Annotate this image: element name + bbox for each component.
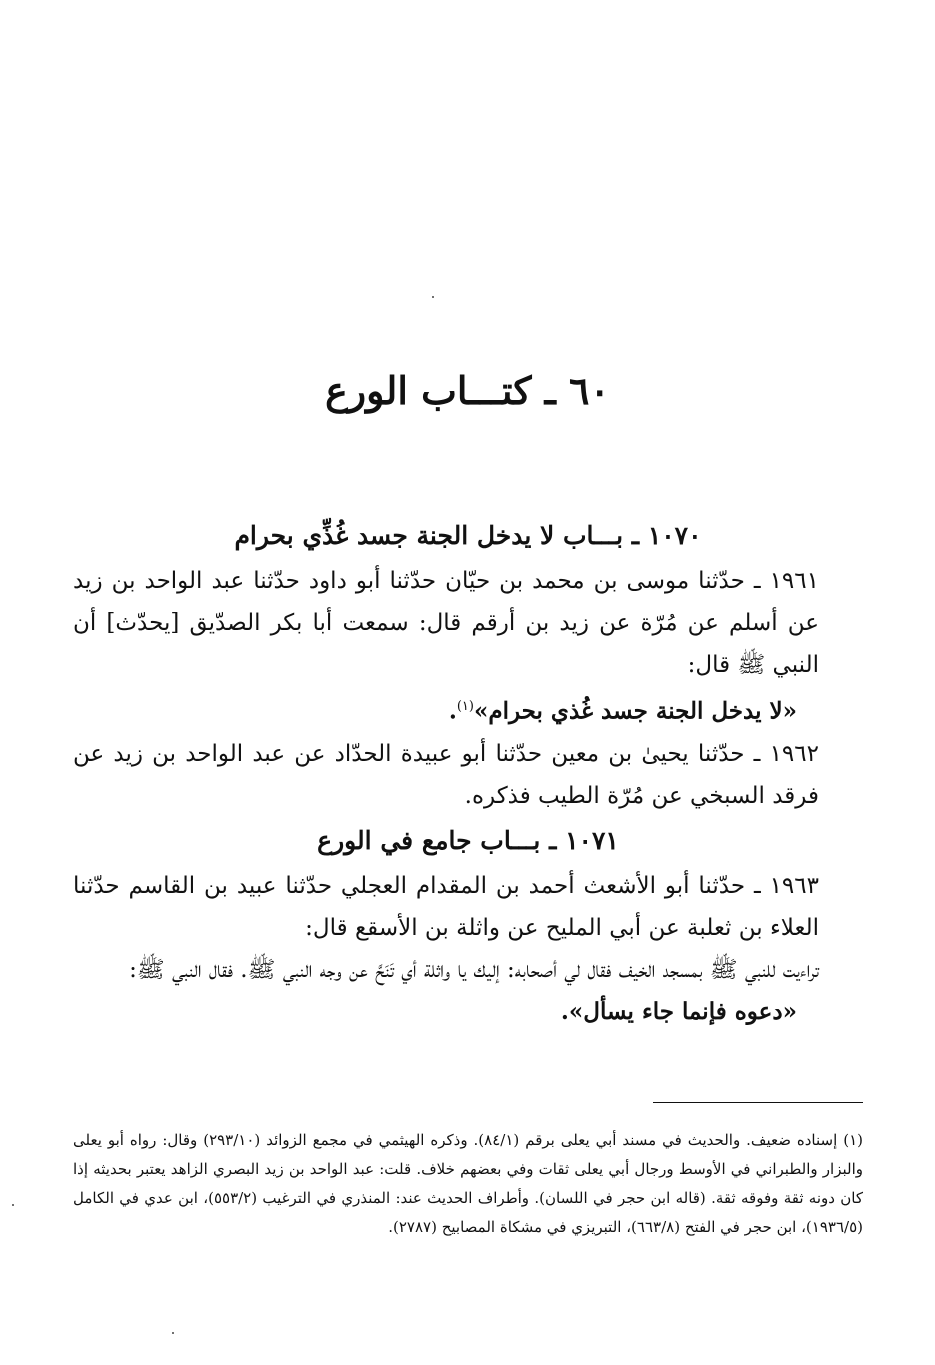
chapter-heading-1071: ١٠٧١ ـ بـــاب جامع في الورع [317, 825, 619, 855]
hadith-1961-end: . [448, 697, 457, 725]
footnote-divider [653, 1102, 863, 1103]
hadith-1961-text-line [73, 686, 863, 733]
footnotes [73, 1126, 863, 1242]
hadith-1963-story: تراءيت للنبي ﷺ بمسجد الخيف فقال لي أصحابه: إليك يا واثلة أي تَنَحَّ عن وجه النبي ﷺ. فقال النبي ﷺ: [129, 956, 819, 983]
chapter-heading-1070: ١٠٧٠ ـ بـــاب لا يدخل الجنة جسد غُذِّي بحرام [234, 521, 702, 550]
book-title: ٦٠ ـ كتـــاب الورع [325, 368, 610, 413]
main-text [73, 512, 863, 1033]
footnote-1: (١) إسناده ضعيف. والحديث في مسند أبي يعلى برقم (٨٤/١). وذكره الهيثمي في مجمع الزوائد (٢٩٣/١٠) وقال: رواه أبو يعلى والبزار والطبراني في الأوسط ورجال أبي يعلى ثقات وفي بعضهم خلاف. قلت: عبد الواحد بن زيد البصري الزاهد يعتبر بحديثه إذا كان دونه ثقة وفوقه ثقة. (قاله ابن حجر في اللسان). وأطراف الحديث عند: المنذري في الترغيب (٥٥٣/٢)، ابن عدي في الكامل (١٩٣٦/٥)، ابن حجر في الفتح (٦٦٣/٨)، التبريزي في مشكاة المصابيح (٢٧٨٧). [73, 1131, 863, 1236]
scan-speck [172, 1332, 174, 1334]
hadith-1961-isnad: ١٩٦١ ـ حدّثنا موسى بن محمد بن حيّان حدّثنا أبو داود حدّثنا عبد الواحد بن زيد عن أسلم عن مُرّة عن زيد بن أرقم قال: سمعت أبا بكر الصدّيق [يحدّث] أن النبي ﷺ قال: [73, 568, 819, 678]
footnote-ref-1[interactable]: (١) [456, 699, 474, 714]
hadith-1962: ١٩٦٢ ـ حدّثنا يحيىٰ بن معين حدّثنا أبو عبيدة الحدّاد عن عبد الواحد بن زيد عن فرقد السبخي عن مُرّة الطيب فذكره. [73, 740, 819, 809]
hadith-1963-text: «دعوه فإنما جاء يسأل». [560, 997, 797, 1025]
hadith-1963-isnad: ١٩٦٣ ـ حدّثنا أبو الأشعث أحمد بن المقدام العجلي حدّثنا عبيد بن القاسم حدّثنا العلاء بن ثعلبة عن أبي المليح عن واثلة بن الأسقع قال: [73, 872, 819, 941]
scan-speck [12, 1204, 14, 1206]
hadith-1961-text: «لا يدخل الجنة جسد غُذي بحرام» [473, 697, 797, 725]
scan-speck [432, 296, 434, 298]
